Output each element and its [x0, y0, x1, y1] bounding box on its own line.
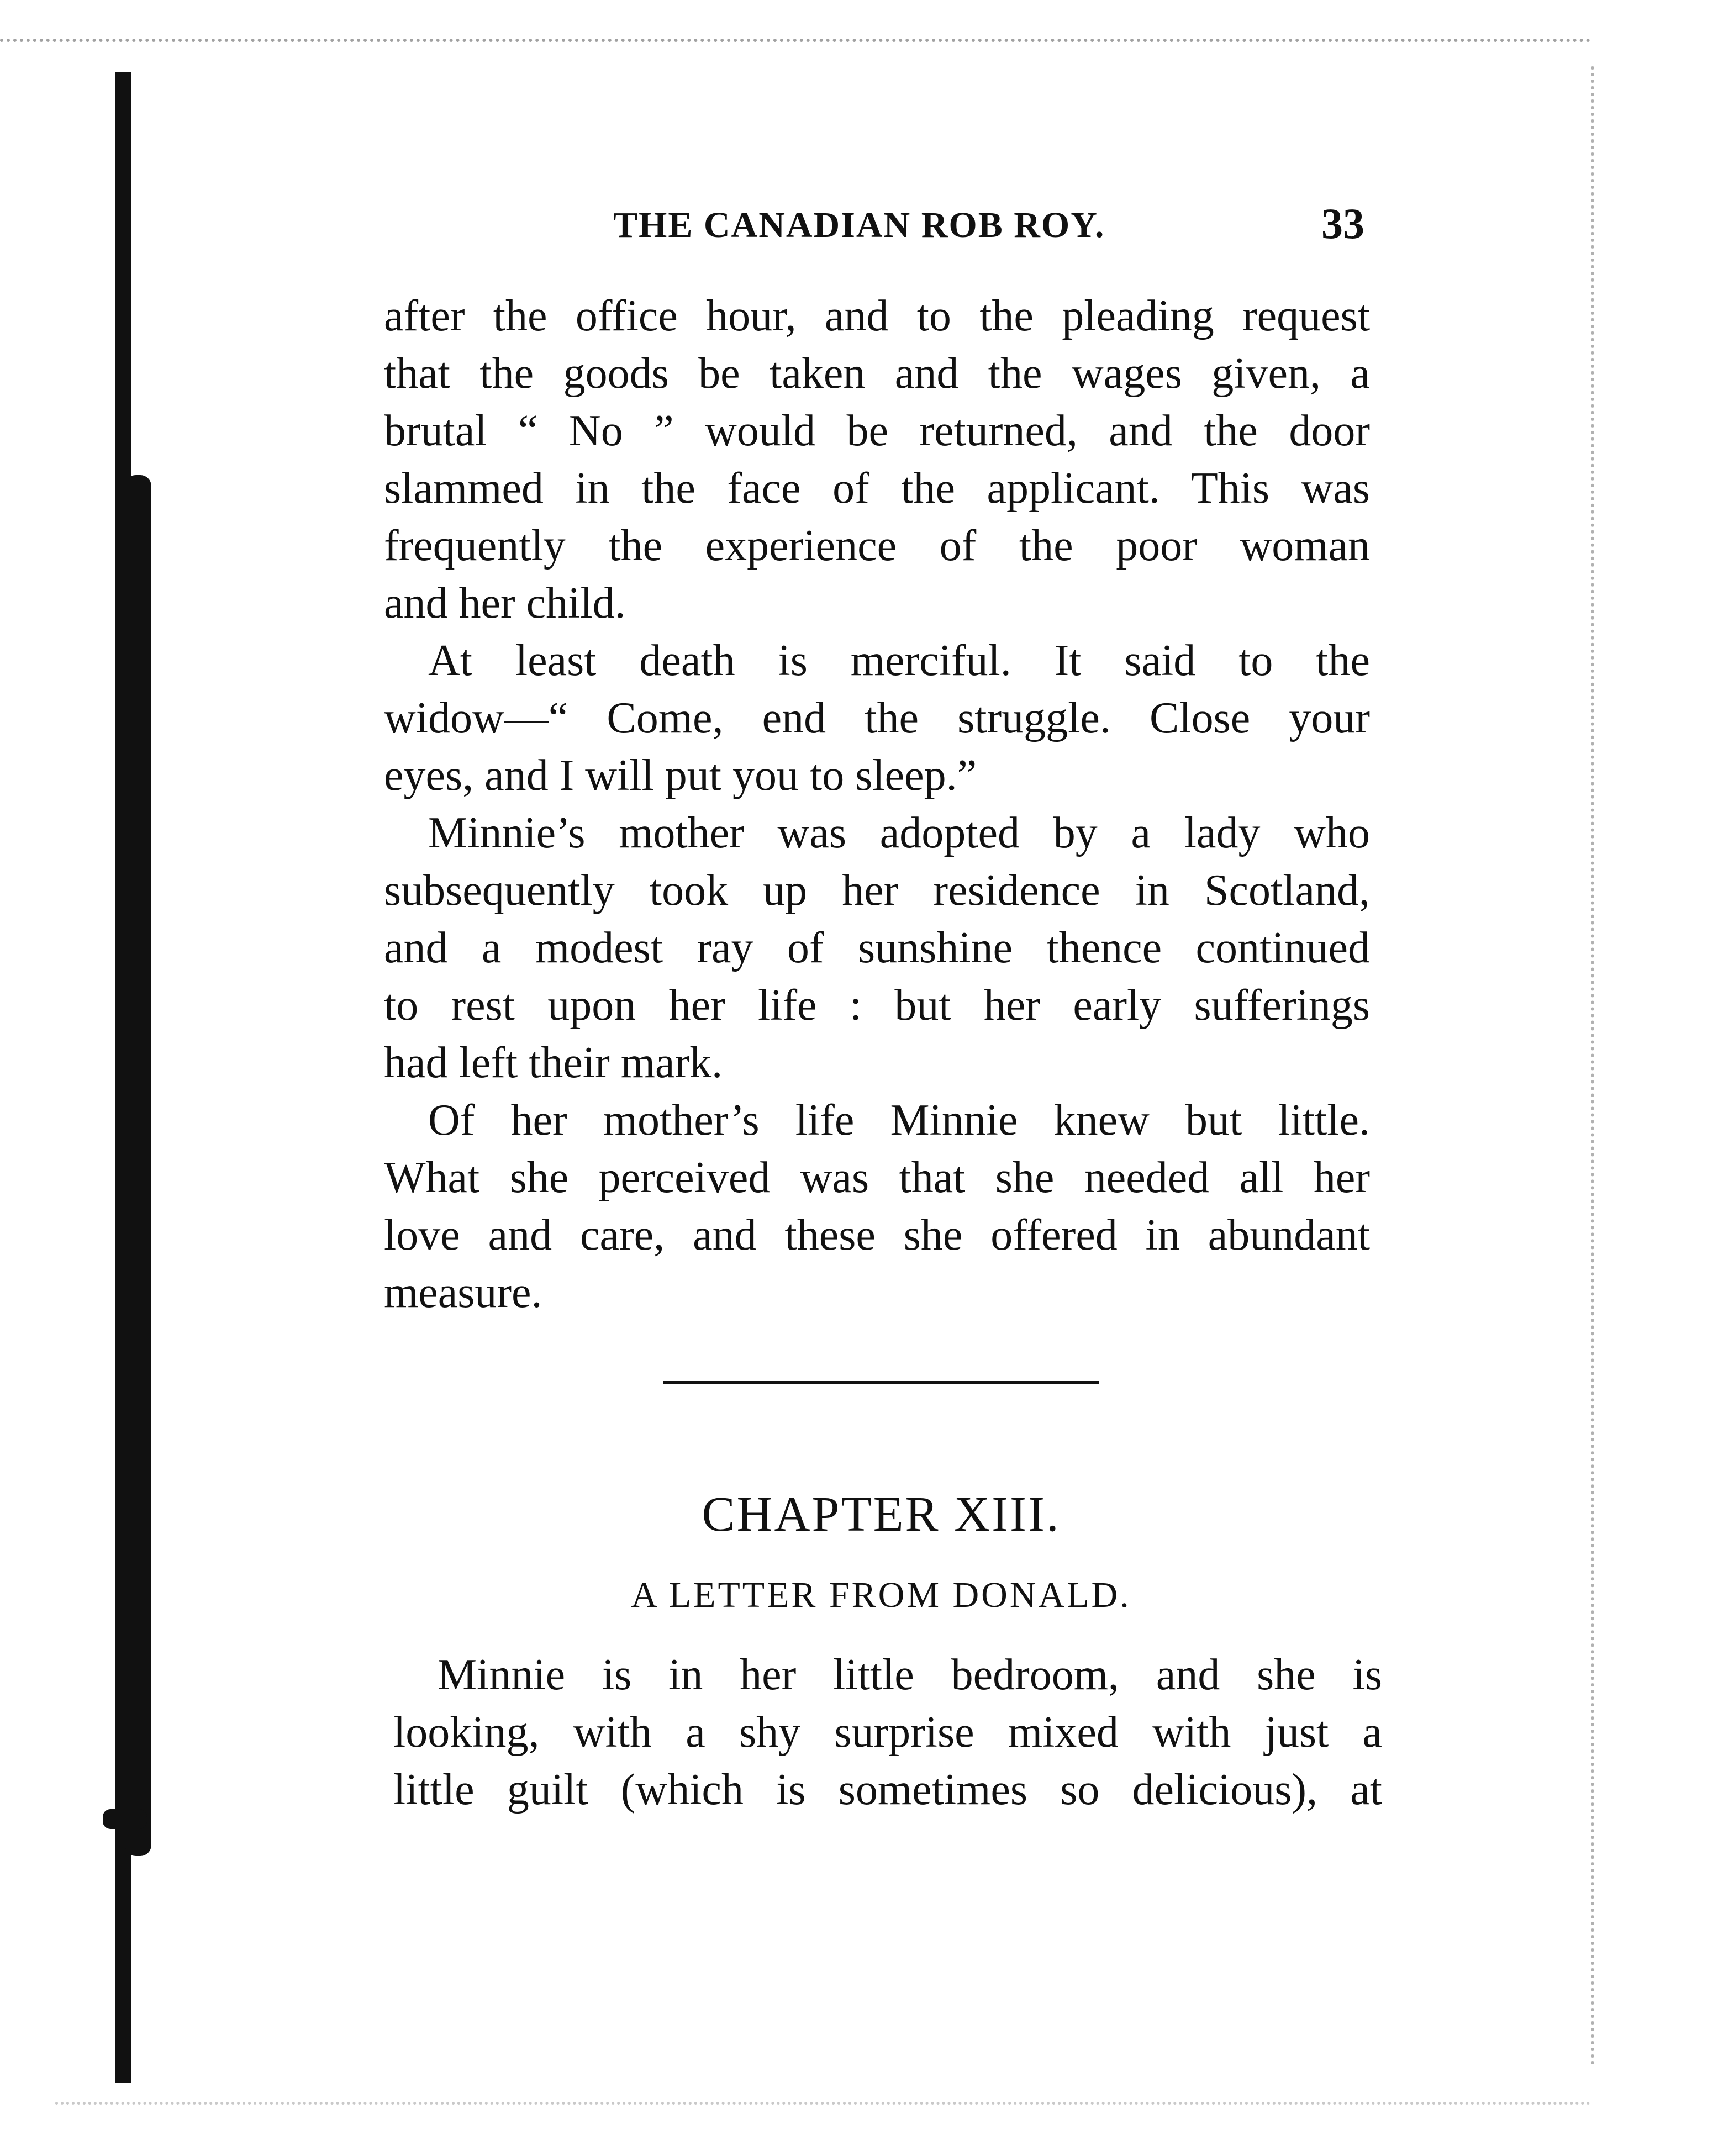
- binding-shadow: [125, 475, 151, 1856]
- text-line: Minnie’s mother was adopted by a lady who: [384, 809, 1370, 857]
- text-line: widow—“ Come, end the struggle. Close your: [384, 694, 1370, 742]
- running-head: [381, 199, 1370, 260]
- running-title: THE CANADIAN ROB ROY.: [613, 205, 1105, 245]
- scan-noise-right-edge: [1591, 66, 1600, 2066]
- section-divider: [663, 1381, 1099, 1384]
- body-text: [384, 287, 1370, 1326]
- text-line: little guilt (which is sometimes so delicious), at: [393, 1765, 1382, 1814]
- text-line: to rest upon her life : but her early sufferings: [384, 981, 1370, 1030]
- text-line: What she perceived was that she needed all her: [384, 1153, 1370, 1202]
- chapter-heading: CHAPTER XIII.: [702, 1487, 1061, 1542]
- text-line: looking, with a shy surprise mixed with just a: [393, 1708, 1382, 1757]
- scan-noise-bottom: [55, 2102, 1591, 2110]
- text-line: and a modest ray of sunshine thence continued: [384, 924, 1370, 972]
- text-line: slammed in the face of the applicant. This was: [384, 464, 1370, 513]
- text-line: love and care, and these she offered in abundant: [384, 1211, 1370, 1259]
- text-line: that the goods be taken and the wages given, a: [384, 349, 1370, 398]
- text-line: Minnie is in her little bedroom, and she is: [393, 1651, 1382, 1699]
- text-line: At least death is merciful. It said to the: [384, 636, 1370, 685]
- text-line: and her child.: [384, 579, 626, 628]
- text-line: Of her mother’s life Minnie knew but little.: [384, 1096, 1370, 1145]
- text-line: eyes, and I will put you to sleep.”: [384, 751, 977, 800]
- text-line: after the office hour, and to the pleading request: [384, 292, 1370, 340]
- text-line: had left their mark.: [384, 1039, 723, 1087]
- text-line: brutal “ No ” would be returned, and the door: [384, 407, 1370, 455]
- text-line: subsequently took up her residence in Scotland,: [384, 866, 1370, 915]
- scan-noise-top: [0, 39, 1591, 48]
- text-line: frequently the experience of the poor woman: [384, 521, 1370, 570]
- binding-mark: [103, 1809, 147, 1829]
- page-number: 33: [1321, 199, 1364, 247]
- text-line: measure.: [384, 1268, 542, 1317]
- chapter-text: [393, 1646, 1382, 1823]
- chapter-subtitle: A LETTER FROM DONALD.: [631, 1575, 1131, 1615]
